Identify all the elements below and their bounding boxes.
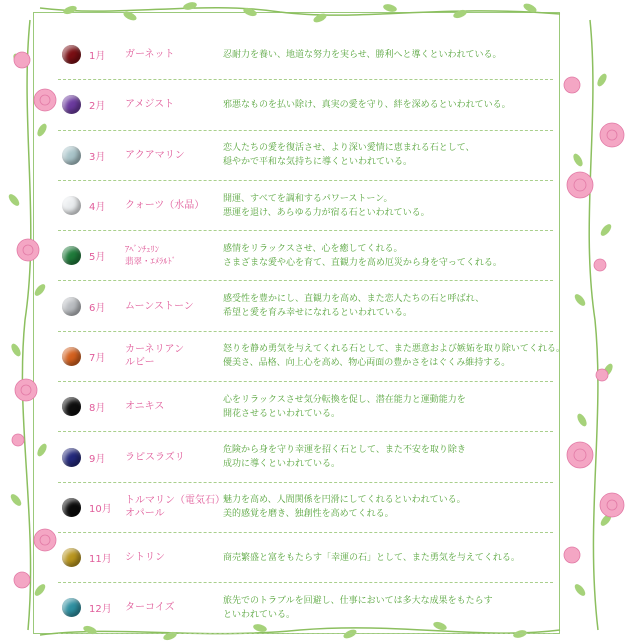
month-label: 10月	[89, 503, 112, 515]
stone-name-line: カーネリアン	[125, 344, 185, 356]
stone-name	[125, 48, 175, 61]
birthstone-row	[58, 382, 553, 432]
birthstone-row	[58, 30, 553, 80]
description-line: 美的感覚を磨き、独創性を高めてくれる。	[223, 509, 394, 520]
stone-name	[125, 300, 194, 313]
description-line: 悪運を退け、あらゆる力が宿る石といわれている。	[223, 207, 430, 218]
turquoise-bead-icon	[62, 598, 81, 617]
stone-description	[223, 443, 553, 471]
stone-name-line: アクアマリン	[125, 149, 185, 161]
birthstone-row	[58, 281, 553, 331]
month-label: 3月	[89, 151, 106, 163]
stone-name-line: ターコイズ	[125, 602, 175, 614]
stone-name	[125, 343, 184, 369]
lapis-lazuli-bead-icon	[62, 448, 81, 467]
description-line: 商売繁盛と富をもたらす「幸運の石」として、また勇気を与えてくれる。	[223, 552, 520, 563]
stone-name	[125, 551, 165, 564]
month-label: 6月	[89, 302, 106, 314]
onyx-bead-icon	[62, 397, 81, 416]
birthstone-row	[58, 181, 553, 231]
description-line: 穏やかで平和な気持ちに導くといわれている。	[223, 157, 413, 168]
stone-description	[223, 493, 553, 521]
stone-name-line: クォーツ（水晶）	[125, 200, 205, 212]
birthstone-row	[58, 533, 553, 583]
stone-description	[223, 98, 553, 112]
description-line: 恋人たちの愛を復活させ、より深い愛情に恵まれる石として、	[223, 143, 475, 154]
stone-name-line: オパール	[125, 508, 165, 520]
description-line: 開運、すべてを調和するパワーストーン。	[223, 193, 393, 204]
description-line: 危険から身を守り幸運を招く石として、また不安を取り除き	[223, 445, 466, 456]
stone-name-line: ラピスラズリ	[125, 451, 185, 463]
month-label: 1月	[89, 51, 106, 63]
description-line: 怒りを静め勇気を与えてくれる石として、また悪意および嫉妬を取り除いてくれる。	[223, 344, 565, 355]
stone-description	[223, 551, 553, 565]
description-line: といわれている。	[223, 609, 296, 620]
description-line: 邪悪なものを払い除け、真実の愛を守り、絆を深めるといわれている。	[223, 99, 511, 110]
birthstone-row	[58, 131, 553, 181]
birthstone-row	[58, 483, 553, 533]
description-line: 成功に導くといわれている。	[223, 459, 341, 470]
month-label: 7月	[89, 352, 106, 364]
stone-description	[223, 141, 553, 169]
stone-name-line: ｱﾍﾞﾝﾁｭﾘﾝ	[125, 244, 160, 255]
stone-name-line: シトリン	[125, 552, 165, 564]
stone-name-line: アメジスト	[125, 99, 175, 111]
citrine-bead-icon	[62, 548, 81, 567]
stone-name-line: ムーンストーン	[125, 300, 194, 312]
amethyst-bead-icon	[62, 95, 81, 114]
description-line: 旅先でのトラブルを回避し、仕事においては多大な成果をもたらす	[223, 595, 493, 606]
description-line: 感受性を豊かにし、直観力を高め、また恋人たちの石と呼ばれ、	[223, 294, 485, 305]
month-label: 2月	[89, 101, 106, 113]
aquamarine-bead-icon	[62, 146, 81, 165]
month-label: 5月	[89, 252, 106, 264]
stone-description	[223, 48, 553, 62]
birthstone-row	[58, 80, 553, 130]
description-line: 感情をリラックスさせ、心を癒してくれる。	[223, 243, 403, 254]
stone-name	[125, 149, 185, 162]
birthstone-row	[58, 432, 553, 482]
aventurine-bead-icon	[62, 246, 81, 265]
birthstone-list	[58, 30, 565, 634]
stone-description	[223, 192, 553, 220]
description-line: 忍耐力を養い、地道な努力を実らせ、勝利へと導くといわれている。	[223, 49, 502, 60]
moonstone-bead-icon	[62, 297, 81, 316]
stone-description	[223, 393, 553, 421]
stone-description	[223, 342, 565, 370]
month-label: 4月	[89, 202, 106, 214]
description-line: 開花させるといわれている。	[223, 408, 341, 419]
stone-name	[125, 98, 174, 111]
stone-name	[125, 451, 185, 464]
carnelian-bead-icon	[62, 347, 81, 366]
stone-name-line: トルマリン（電気石）	[125, 495, 225, 507]
stone-description	[223, 242, 553, 270]
stone-name	[125, 494, 225, 520]
stone-name-line: ガーネット	[125, 49, 175, 61]
birthstone-row	[58, 231, 553, 281]
month-label: 8月	[89, 403, 106, 415]
description-line: 魅力を高め、人間関係を円滑にしてくれるといわれている。	[223, 495, 466, 506]
description-line: 心をリラックスさせ気分転換を促し、潜在能力と運動能力を	[223, 394, 466, 405]
stone-name-line: 翡翠・ｴﾒﾗﾙﾄﾞ	[125, 256, 177, 267]
month-label: 12月	[89, 604, 112, 616]
tourmaline-bead-icon	[62, 498, 81, 517]
stone-name	[125, 400, 164, 413]
stone-name	[125, 199, 204, 212]
description-line: 希望と愛を育み幸せになれるといわれている。	[223, 308, 413, 319]
month-label: 9月	[89, 453, 106, 465]
stone-name-line: ルビー	[125, 357, 155, 369]
stone-name	[125, 244, 176, 268]
description-line: 優美さ、品格、向上心を高め、物心両面の豊かさをはぐくみ維持する。	[223, 358, 511, 369]
birthstone-row	[58, 583, 553, 633]
quartz-bead-icon	[62, 196, 81, 215]
stone-name	[125, 601, 175, 614]
stone-description	[223, 594, 553, 622]
garnet-bead-icon	[62, 45, 81, 64]
stone-description	[223, 292, 553, 320]
birthstone-row	[58, 332, 565, 382]
description-line: さまざまな愛や心を育て、直観力を高め厄災から身を守ってくれる。	[223, 257, 502, 268]
month-label: 11月	[89, 554, 112, 566]
stone-name-line: オニキス	[125, 401, 165, 413]
